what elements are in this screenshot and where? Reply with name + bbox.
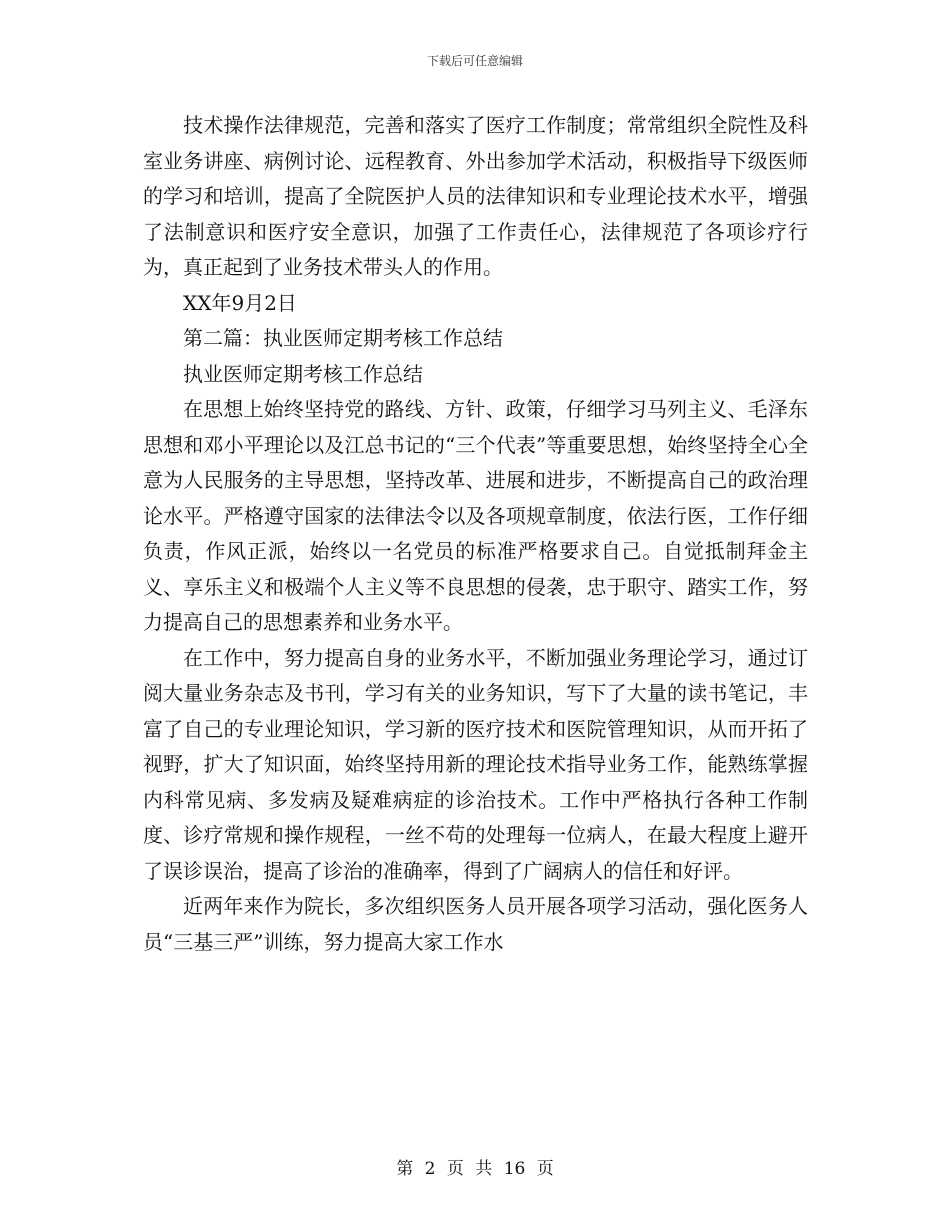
paragraph-ideology: 在思想上始终坚持党的路线、方针、政策，仔细学习马列主义、毛泽东思想和邓小平理论以及江总书记的“三个代表”等重要思想，始终坚持全心全意为人民服务的主导思想，坚持改革、进展和进步，不断提高自己的政治理论水平。严格遵守国家的法律法令以及各项规章制度，依法行医，工作仔细负责，作风正派，始终以一名党员的标准严格要求自己。自觉抵制拜金主义、享乐主义和极端个人主义等不良思想的侵袭，忠于职守、踏实工作，努力提高自己的思想素养和业务水平。 <box>143 397 808 634</box>
paragraph-continuation: 技术操作法律规范，完善和落实了医疗工作制度；常常组织全院性及科室业务讲座、病例讨论、远程教育、外出参加学术活动，积极指导下级医师的学习和培训，提高了全院医护人员的法律知识和专业理论技术水平，增强了法制意识和医疗安全意识，加强了工作责任心，法律规范了各项诊疗行为，真正起到了业务技术带头人的作用。 <box>143 113 808 279</box>
section-heading: 第二篇：执业医师定期考核工作总结 <box>183 326 503 350</box>
paragraph-director: 近两年来作为院长，多次组织医务人员开展各项学习活动，强化医务人员“三基三严”训练，努力提高大家工作水 <box>143 894 808 954</box>
page-number: 第 2 页 共 16 页 <box>396 1159 554 1179</box>
document-title: 执业医师定期考核工作总结 <box>183 361 423 386</box>
date-line: XX年9月2日 <box>183 290 297 315</box>
document-body <box>143 108 808 960</box>
page-header: 下载后可任意编辑 <box>426 54 523 68</box>
paragraph-work: 在工作中，努力提高自身的业务水平，不断加强业务理论学习，通过订阅大量业务杂志及书刊，学习有关的业务知识，写下了大量的读书笔记，丰富了自己的专业理论知识，学习新的医疗技术和医院管理知识，从而开拓了视野，扩大了知识面，始终坚持用新的理论技术指导业务工作，能熟练掌握内科常见病、多发病及疑难病症的诊治技术。工作中严格执行各种工作制度、诊疗常规和操作规程，一丝不苟的处理每一位病人，在最大程度上避开了误诊误治，提高了诊治的准确率，得到了广阔病人的信任和好评。 <box>143 645 808 883</box>
